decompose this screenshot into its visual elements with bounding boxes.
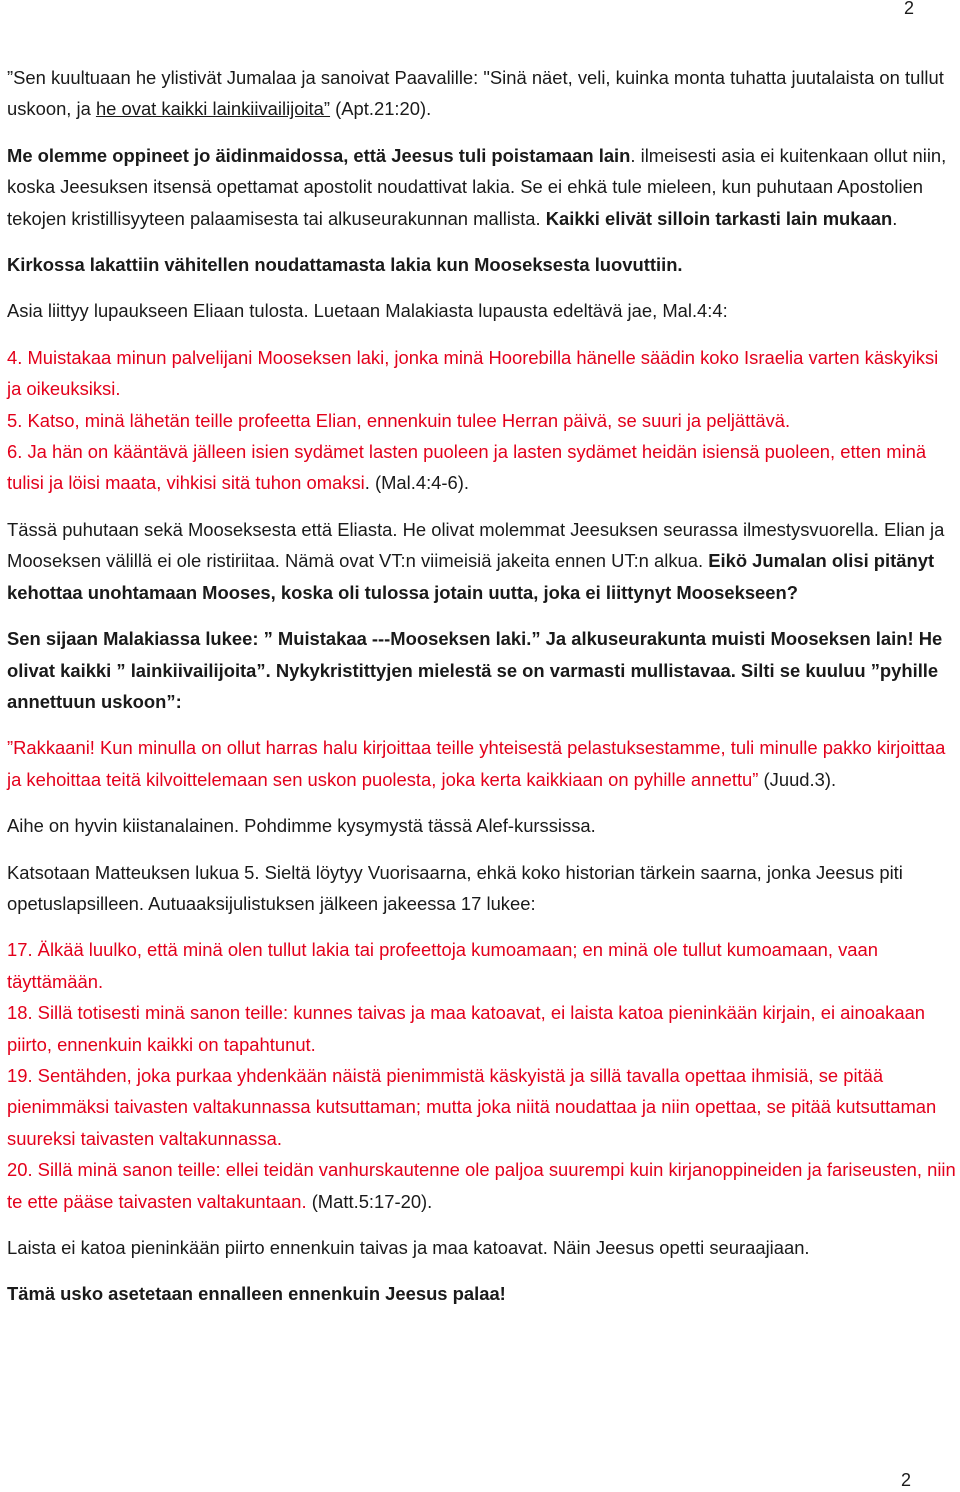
moses-elijah-text: Tässä puhutaan sekä Mooseksesta että Eliasta. He olivat molemmat Jeesuksen seurassa ilmestysvuorella. Elian ja Mooseksen välillä ei ole ristiriitaa. Nämä ovat VT:n viimeisiä jakeita ennen UT:n alkua.	[7, 518, 945, 572]
jude-verse: ”Rakkaani! Kun minulla on ollut harras halu kirjoittaa teille yhteisestä pelastuksestamme, tuli minulle pakko kirjoittaa ja kehoittaa teitä kilvoittelemaan sen uskon puolesta, joka kerta kaikkiaan on pyhille annettu”	[7, 737, 946, 790]
paragraph-alef-course: Aihe on hyvin kiistanalainen. Pohdimme kysymystä tässä Alef-kurssissa.	[7, 815, 596, 837]
page-number-top: 2	[903, 0, 914, 18]
malachi-verse-5: Katso, minä lähetän teille profeetta Elian, ennenkuin tulee Herran päivä, se suuri ja peljättävä.	[22, 409, 791, 431]
matthew-verse-19: 19. Sentähden, joka purkaa yhdenkään näistä pienimmistä käskyistä ja sillä tavalla opettaa ihmisiä, se pitää pienimmäksi taivasten valtakunnassa kutsuttaman; mutta joka niitä noudattaa ja niin opettaa, se pitää kutsuttaman suureksi taivasten valtakunnassa.	[7, 1064, 937, 1149]
verse-number: 5.	[7, 409, 23, 431]
matthew-verse-18: 18. Sillä totisesti minä sanon teille: kunnes taivas ja maa katoavat, ei laista katoa pieninkään kirjain, ei ainoakaan piirto, ennenkuin kaikki on tapahtunut.	[7, 1002, 926, 1055]
acts-quote-underlined: he ovat kaikki lainkiivailijoita”	[95, 98, 331, 120]
bold-question: Eikö Jumalan olisi pitänyt kehottaa unohtamaan Mooses, koska oli tulossa jotain uutta, joka ei liittynyt Moosekseen?	[7, 550, 935, 603]
verse-number: 4.	[7, 346, 23, 368]
acts-quote-reference: (Apt.21:20).	[330, 98, 432, 120]
matthew-verse-17: 17. Älkää luulko, että minä olen tullut lakia tai profeettoja kumoamaan; en minä ole tullut kumoamaan, vaan täyttämään.	[7, 939, 878, 992]
acts-quote-text: ”Sen kuultuaan he ylistivät Jumalaa ja sanoivat Paavalille: "Sinä näet, veli, kuinka monta tuhatta juutalaista on tullut uskoon, ja	[7, 67, 944, 120]
paragraph-sermon-on-mount: Katsotaan Matteuksen lukua 5. Sieltä löytyy Vuorisaarna, ehkä koko historian tärkein saarna, jonka Jeesus piti opetuslapsilleen. Autuaaksijulistuksen jälkeen jakeessa 17 lukee:	[7, 861, 903, 914]
malachi-verse-6: Ja hän on kääntävä jälleen isien sydämet lasten puoleen ja lasten sydämet heidän isiensä puoleen, etten minä tulisi ja löisi maata, vihkisi sitä tuhon omaksi	[7, 441, 927, 494]
matthew-reference: (Matt.5:17-20).	[306, 1190, 433, 1212]
matthew-verse-20: 20. Sillä minä sanon teille: ellei teidän vanhurskautenne ole paljoa suurempi kuin kirjanoppineiden ja fariseusten, niin te ette pääse taivasten valtakuntaan.	[7, 1159, 956, 1212]
page-number-bottom: 2	[900, 1470, 911, 1490]
jude-reference: (Juud.3).	[758, 768, 837, 790]
jude-quote	[7, 732, 957, 795]
period: .	[892, 207, 898, 229]
paragraph-remember-law: Sen sijaan Malakiassa lukee: ” Muistakaa ---Mooseksen laki.” Ja alkuseurakunta muisti Mooseksen lain! He olivat kaikki ” lainkiivailijoita”. Nykykristittyjen mielestä se on varmasti mullistavaa. Silti se kuuluu ”pyhille annettuun uskoon”:	[7, 628, 943, 712]
paragraph-law-not-pass: Laista ei katoa pieninkään piirto ennenkuin taivas ja maa katoavat. Näin Jeesus opetti seuraajiaan.	[7, 1237, 810, 1258]
paragraph-moses-elijah	[7, 514, 957, 608]
paragraph-faith-restored: Tämä usko asetetaan ennalleen ennenkuin Jeesus palaa!	[7, 1283, 506, 1305]
apostles-law-text: . ilmeisesti asia ei kuitenkaan ollut niin, koska Jeesuksen itsensä opettamat apostolit noudattivat lakia. Se ei ehkä tule mieleen, kun puhutaan Apostolien tekojen kristillisyyteen palaamisesta tai alkuseurakunnan mallista.	[7, 144, 947, 229]
paragraph-church-law: Kirkossa lakattiin vähitellen noudattamasta lakia kun Mooseksesta luovuttiin.	[7, 254, 683, 276]
malachi-quote	[7, 342, 957, 499]
malachi-verse-4: Muistakaa minun palvelijani Mooseksen laki, jonka minä Hoorebilla hänelle säädin koko Israelia varten käskyiksi ja oikeuksiksi.	[7, 346, 939, 400]
bold-statement-mothers-milk: Me olemme oppineet jo äidinmaidossa, että Jeesus tuli poistamaan lain	[7, 144, 631, 166]
verse-number: 6.	[7, 441, 23, 463]
bold-statement-all-lived: Kaikki elivät silloin tarkasti lain mukaan	[545, 207, 893, 229]
document-body	[7, 62, 957, 1325]
paragraph-acts-quote	[7, 62, 957, 125]
malachi-reference: . (Mal.4:4-6).	[364, 472, 469, 494]
paragraph-apostles-law	[7, 140, 957, 234]
matthew-quote	[7, 934, 957, 1217]
paragraph-elijah-promise: Asia liittyy lupaukseen Eliaan tulosta. Luetaan Malakiasta lupausta edeltävä jae, Mal.4:4:	[7, 300, 728, 322]
